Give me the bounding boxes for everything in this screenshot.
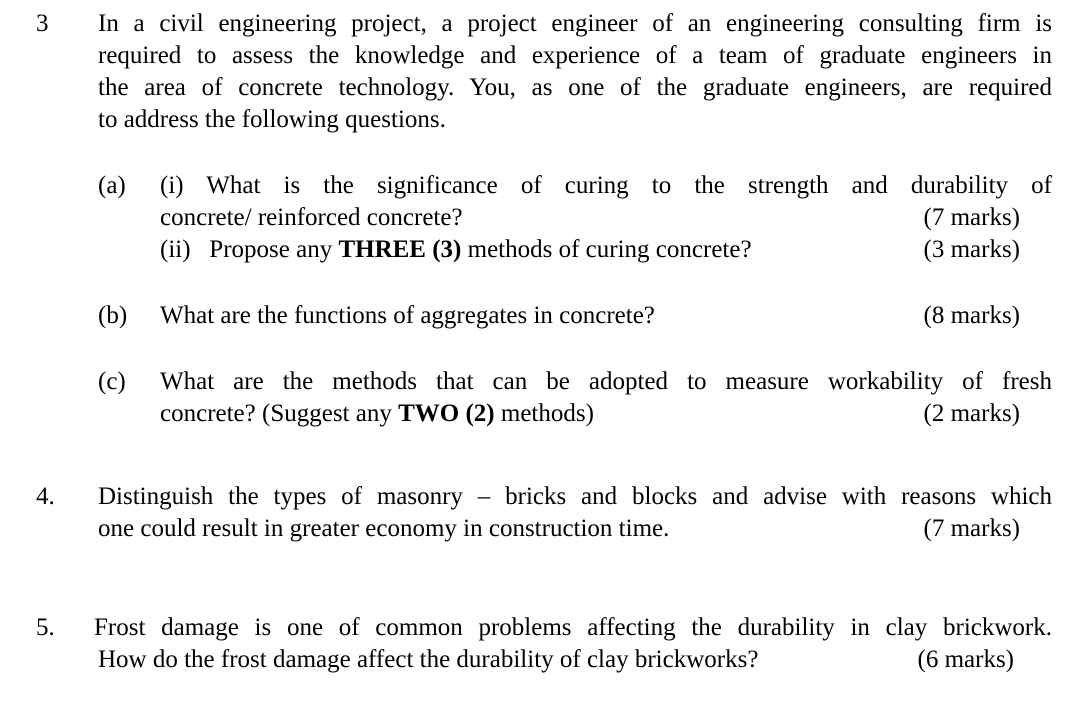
part-b-text: What are the functions of aggregates in concrete?: [160, 302, 655, 329]
part-a-ii-prefix: (ii) Propose any: [160, 236, 339, 263]
question-3-intro-line-2: required to assess the knowledge and experience of a team of graduate engineers in: [98, 42, 1052, 69]
part-c-label: (c): [98, 368, 126, 395]
question-3-intro-line-4: to address the following questions.: [98, 106, 446, 133]
question-5-marks: (6 marks): [917, 646, 1014, 673]
question-5-line-2: How do the frost damage affect the durability of clay brickworks?: [98, 646, 759, 673]
question-3-intro-line-1: In a civil engineering project, a project engineer of an engineering consulting firm is: [98, 10, 1052, 37]
question-5-number: 5.: [36, 614, 55, 641]
part-b-marks: (8 marks): [923, 302, 1020, 329]
part-b-label: (b): [98, 302, 128, 329]
part-a-i-marks: (7 marks): [923, 204, 1020, 231]
question-4-line-1: Distinguish the types of masonry – bricks and blocks and advise with reasons which: [98, 483, 1052, 510]
question-4-number: 4.: [36, 483, 55, 510]
part-a-ii-emphasis: THREE (3): [338, 236, 462, 263]
part-a-ii-line: [160, 234, 752, 266]
part-a-ii-suffix: methods of curing concrete?: [461, 236, 752, 263]
part-a-i-line-2: concrete/ reinforced concrete?: [160, 204, 463, 231]
question-5-line-1: Frost damage is one of common problems affecting the durability in clay brickwork.: [94, 614, 1052, 641]
part-c-line-2: [160, 398, 594, 430]
question-3-number: 3: [36, 10, 49, 37]
part-c-line-1: What are the methods that can be adopted to measure workability of fresh: [160, 368, 1052, 395]
part-a-ii-marks: (3 marks): [923, 236, 1020, 263]
question-4-marks: (7 marks): [923, 515, 1020, 542]
question-4-line-2: one could result in greater economy in construction time.: [98, 515, 670, 542]
part-a-i-line-1: (i) What is the significance of curing to the strength and durability of: [160, 172, 1052, 199]
part-c-prefix: concrete? (Suggest any: [160, 400, 399, 427]
question-3-intro-line-3: the area of concrete technology. You, as one of the graduate engineers, are required: [98, 74, 1052, 101]
part-c-emphasis: TWO (2): [398, 400, 495, 427]
part-c-suffix: methods): [494, 400, 594, 427]
part-a-label: (a): [98, 172, 126, 199]
part-c-marks: (2 marks): [923, 400, 1020, 427]
